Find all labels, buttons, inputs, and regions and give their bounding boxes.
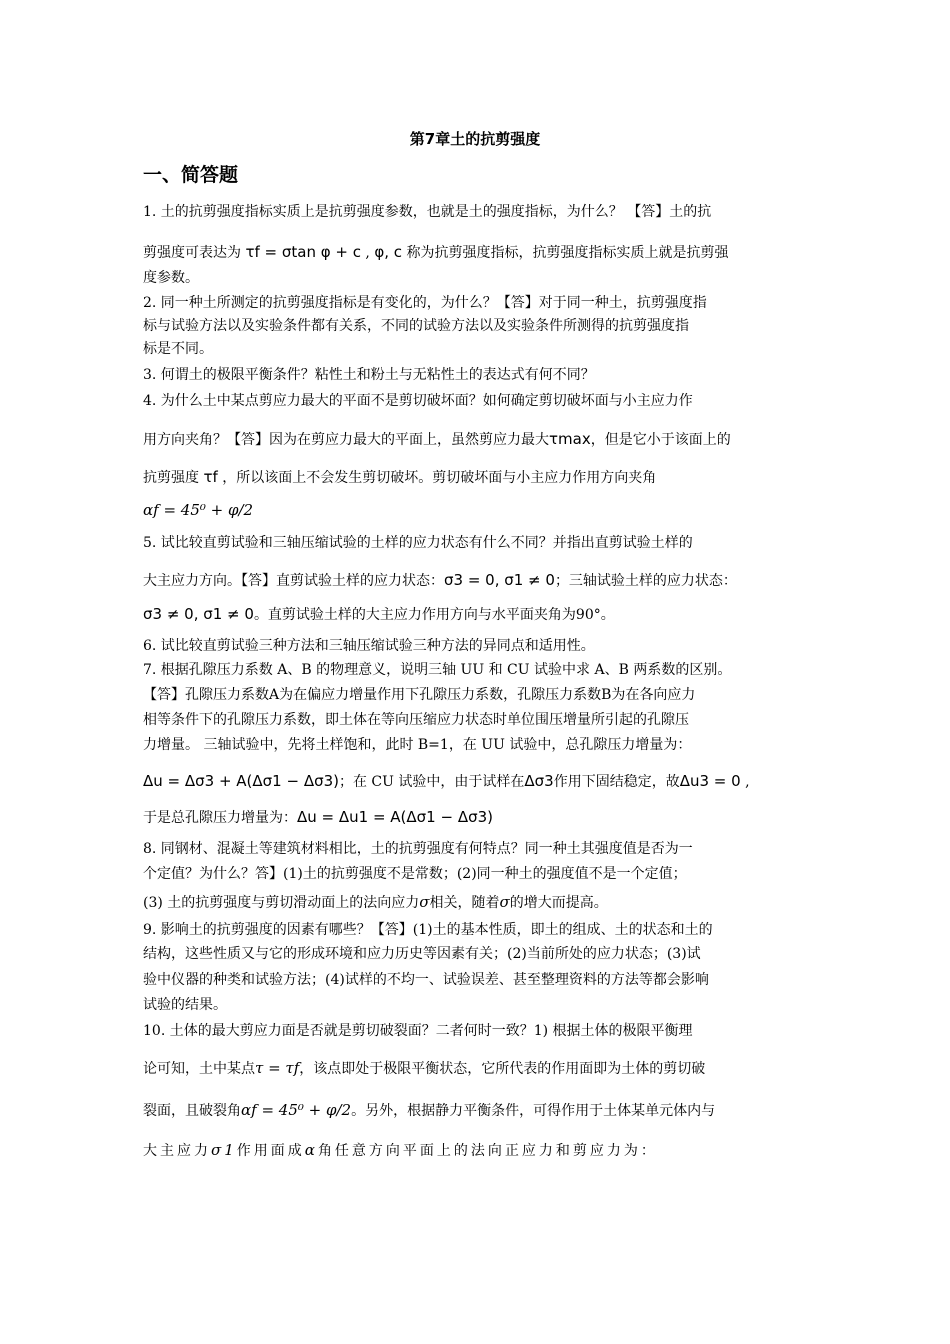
text-line: 7. 根据孔隙压力系数 A、B 的物理意义，说明三轴 UU 和 CU 试验中求 A、B 两系数的区别。 bbox=[143, 662, 732, 678]
formula: Δσ3 bbox=[524, 772, 554, 790]
page-title: 第7章土的抗剪强度 bbox=[409, 130, 541, 148]
text-line: Δu = Δσ3 + A(Δσ1 − Δσ3)；在 CU 试验中，由于试样在Δσ3作用下固结稳定，故Δu3 = 0 , bbox=[143, 772, 750, 790]
formula: Δu3 = 0 bbox=[679, 772, 741, 790]
formula: τ = τf bbox=[255, 1059, 300, 1077]
formula: αf = 45⁰ + φ/2 bbox=[241, 1101, 352, 1119]
text-line: 论可知，土中某点τ = τf，该点即处于极限平衡状态，它所代表的作用面即为土体的剪切破 bbox=[143, 1059, 706, 1077]
text-line: 试验的结果。 bbox=[143, 997, 227, 1013]
text-line: 5. 试比较直剪试验和三轴压缩试验的土样的应力状态有什么不同？并指出直剪试验土样的 bbox=[143, 535, 693, 551]
formula: τf = σtan φ + c bbox=[245, 243, 361, 261]
text-line: 1. 土的抗剪强度指标实质上是抗剪强度参数，也就是土的强度指标，为什么？ 【答】土的抗 bbox=[143, 204, 712, 220]
text-line: 4. 为什么土中某点剪应力最大的平面不是剪切破坏面？如何确定剪切破坏面与小主应力作 bbox=[143, 393, 693, 409]
text-line: 相等条件下的孔隙压力系数，即土体在等向压缩应力状态时单位围压增量所引起的孔隙压 bbox=[143, 712, 689, 728]
text-line: 验中仪器的种类和试验方法；(4)试样的不均一、试验误差、甚至整理资料的方法等都会影响 bbox=[143, 972, 709, 988]
formula: τmax bbox=[549, 430, 591, 448]
formula: α bbox=[304, 1141, 318, 1159]
text-line: 大主应力方向。【答】直剪试验土样的应力状态：σ3 = 0, σ1 ≠ 0；三轴试验土样的应力状态： bbox=[143, 571, 737, 589]
text-line: 于是总孔隙压力增量为：Δu = Δu1 = A(Δσ1 − Δσ3) bbox=[143, 808, 493, 826]
formula: τf bbox=[203, 468, 218, 486]
text-line: 力增量。 三轴试验中，先将土样饱和，此时 B=1，在 UU 试验中，总孔隙压力增量为： bbox=[143, 737, 692, 753]
formula: σ3 = 0, σ1 ≠ 0 bbox=[444, 571, 555, 589]
text-line: 【答】孔隙压力系数A为在偏应力增量作用下孔隙压力系数，孔隙压力系数B为在各向应力 bbox=[143, 687, 696, 703]
formula: σ1 bbox=[211, 1141, 237, 1159]
text-line: 度参数。 bbox=[143, 270, 199, 286]
text-line: 抗剪强度 τf ，所以该面上不会发生剪切破坏。剪切破坏面与小主应力作用方向夹角 bbox=[143, 468, 657, 486]
text-line: 3. 何谓土的极限平衡条件？粘性土和粉土与无粘性土的表达式有何不同？ bbox=[143, 367, 595, 383]
text-line: 6. 试比较直剪试验三种方法和三轴压缩试验三种方法的异同点和适用性。 bbox=[143, 638, 595, 654]
section-heading: 一、简答题 bbox=[143, 164, 239, 186]
text-line: 8. 同钢材、混凝土等建筑材料相比，土的抗剪强度有何特点？同一种土其强度值是否为一 bbox=[143, 841, 693, 857]
text-line: 裂面，且破裂角αf = 45⁰ + φ/2。另外，根据静力平衡条件，可得作用于土体某单元体内与 bbox=[143, 1101, 716, 1119]
formula: σ bbox=[499, 893, 510, 911]
formula: αf = 45⁰ + φ/2 bbox=[143, 501, 254, 519]
text-line: 结构，这些性质又与它的形成环境和应力历史等因素有关；(2)当前所处的应力状态；(3)试 bbox=[143, 946, 701, 962]
text-line: 标与试验方法以及实验条件都有关系，不同的试验方法以及实验条件所测得的抗剪强度指 bbox=[143, 318, 689, 334]
text-line: σ3 ≠ 0, σ1 ≠ 0。直剪试验土样的大主应力作用方向与水平面夹角为90°。 bbox=[143, 605, 615, 623]
text-line: 用方向夹角？【答】因为在剪应力最大的平面上，虽然剪应力最大τmax，但是它小于该面上的 bbox=[143, 430, 731, 448]
text-line: 2. 同一种土所测定的抗剪强度指标是有变化的，为什么？【答】对于同一种土，抗剪强度指 bbox=[143, 295, 707, 311]
formula: Δu = Δσ3 + A(Δσ1 − Δσ3) bbox=[143, 772, 339, 790]
text-line: 大主应力σ1作用面成α角任意方向平面上的法向正应力和剪应力为： bbox=[143, 1141, 658, 1159]
formula: Δu = Δu1 = A(Δσ1 − Δσ3) bbox=[297, 808, 493, 826]
formula: σ bbox=[419, 893, 430, 911]
formula: σ3 ≠ 0, σ1 ≠ 0 bbox=[143, 605, 254, 623]
text-line: 标是不同。 bbox=[143, 341, 213, 357]
text-line: 10. 土体的最大剪应力面是否就是剪切破裂面？二者何时一致？1) 根据土体的极限平衡理 bbox=[143, 1023, 693, 1039]
formula-line bbox=[143, 500, 253, 521]
text-line: (3) 土的抗剪强度与剪切滑动面上的法向应力σ相关，随着σ的增大而提高。 bbox=[143, 893, 608, 911]
text-line: 剪强度可表达为 τf = σtan φ + c , φ, c 称为抗剪强度指标，抗剪强度指标实质上就是抗剪强 bbox=[143, 243, 729, 261]
formula: φ, c bbox=[374, 243, 403, 261]
text-line: 9. 影响土的抗剪强度的因素有哪些？【答】(1)土的基本性质，即土的组成、土的状态和土的 bbox=[143, 922, 713, 938]
text-line: 个定值？为什么？答】(1)土的抗剪强度不是常数；(2)同一种土的强度值不是一个定值； bbox=[143, 866, 687, 882]
